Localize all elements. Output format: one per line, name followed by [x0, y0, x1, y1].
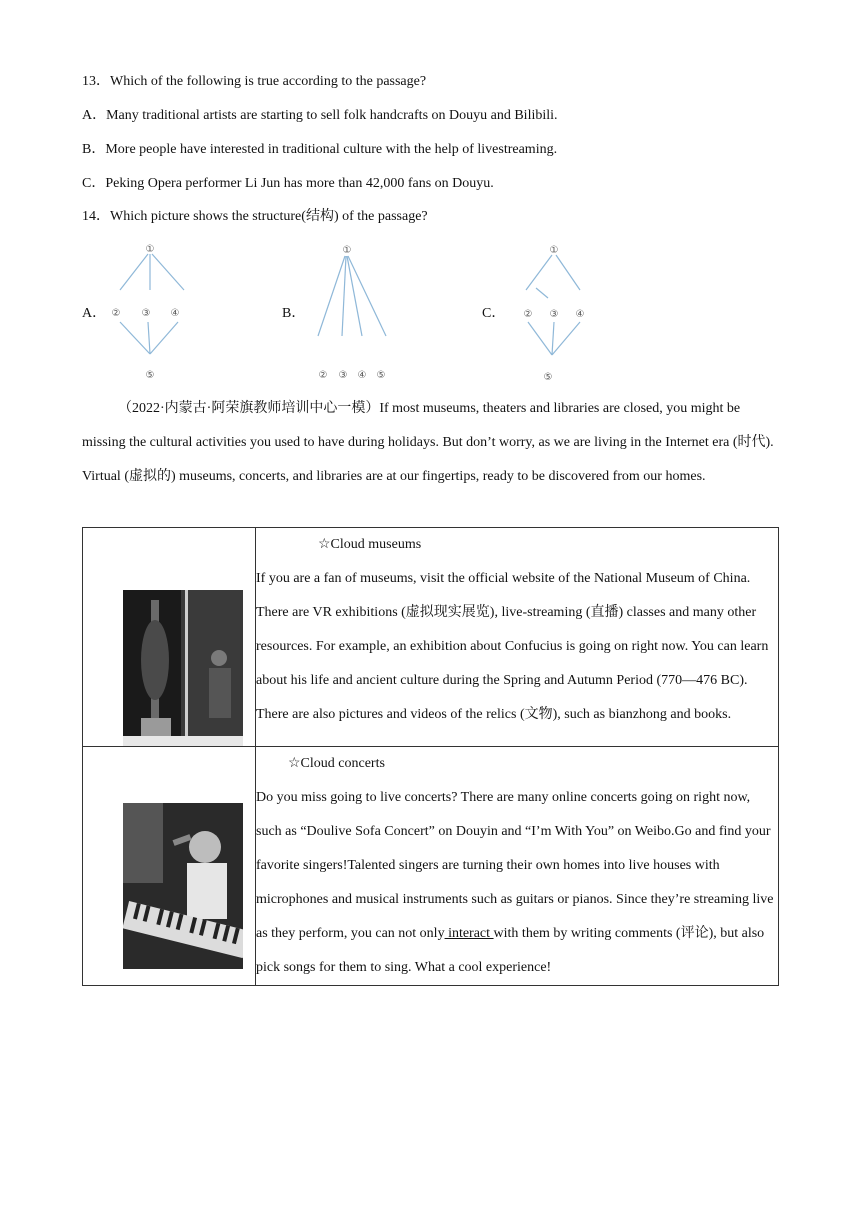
table-row-concerts [83, 747, 779, 986]
museums-body: If you are a fan of museums, visit the official website of the National Museum of China. There are VR exhibitions (虚拟现实展览), live-streaming (直播) classes and many other resources. For example, an exhibition about Confucius is going on right now. You can learn about his life and ancient culture during the Spring and Autumn Period (770—476 BC). There are also pictures and videos of the relics (文物), such as bianzhong and books. [256, 571, 769, 722]
node-1: ① [342, 245, 352, 256]
node-3: ③ [338, 370, 348, 381]
node-3: ③ [549, 309, 559, 320]
concerts-body-end: with them by writing comments (评论), but also pick songs for them to sing. What a cool experience! [256, 926, 765, 975]
structure-diagram-b [300, 240, 410, 385]
node-4: ④ [170, 308, 180, 319]
node-1: ① [145, 244, 155, 255]
underlined-word-interact: interact [444, 926, 494, 941]
node-1: ① [549, 245, 559, 256]
node-5: ⑤ [543, 372, 553, 383]
concert-text-cell [256, 747, 779, 986]
structure-diagram-c [500, 240, 610, 385]
passage-intro-text: If most museums, theaters and libraries are closed, you might be missing the cultural activities you used to have during holidays. But don’t worry, as we are living in the Internet era (时代). Virtual (虚拟的) museums, concerts, and libraries are at our fingertips, ready to be discovered from our homes. [82, 401, 774, 484]
q14-stem: 14．Which picture shows the structure(结构) of the passage? [82, 209, 428, 224]
q13-stem: 13．Which of the following is true according to the passage? [82, 74, 427, 89]
museums-title: ☆Cloud museums [318, 537, 422, 552]
concert-photo-graphic [123, 803, 243, 969]
q13-option-c: C．Peking Opera performer Li Jun has more than 42,000 fans on Douyu. [82, 176, 494, 191]
node-3: ③ [141, 308, 151, 319]
concerts-title: ☆Cloud concerts [288, 756, 385, 771]
concert-image-cell [83, 747, 256, 986]
museum-photo [123, 590, 243, 746]
q14-label-b: B． [282, 306, 306, 321]
node-2: ② [111, 308, 121, 319]
q14-label-c: C． [482, 306, 506, 321]
concerts-body [256, 781, 778, 985]
node-4: ④ [575, 309, 585, 320]
concert-photo [123, 803, 243, 969]
node-2: ② [523, 309, 533, 320]
node-5: ⑤ [145, 370, 155, 381]
structure-diagram-a [100, 240, 210, 385]
museum-text-cell [256, 528, 779, 747]
table-row-museums [83, 528, 779, 747]
cloud-activities-table [82, 527, 779, 986]
q13-option-b: B．More people have interested in traditional culture with the help of livestreaming. [82, 142, 558, 157]
museum-image-cell [83, 528, 256, 747]
passage-source: （2022·内蒙古·阿荣旗教师培训中心一模） [118, 401, 380, 416]
museum-photo-graphic [123, 590, 243, 746]
node-5: ⑤ [376, 370, 386, 381]
passage-intro [82, 392, 782, 494]
node-4: ④ [357, 370, 367, 381]
q13-option-a: A．Many traditional artists are starting to sell folk handcrafts on Douyu and Bilibili. [82, 108, 558, 123]
q14-label-a: A． [82, 306, 107, 321]
node-2: ② [318, 370, 328, 381]
concerts-body-start: Do you miss going to live concerts? There are many online concerts going on right now, such as “Doulive Sofa Concert” on Douyin and “I’m With You” on Weibo.Go and find your favorite singers!Talented singers are turning their own homes into live houses with microphones and musical instruments such as guitars or pianos. Since they’re streaming live as they perform, you can not only [256, 790, 774, 941]
